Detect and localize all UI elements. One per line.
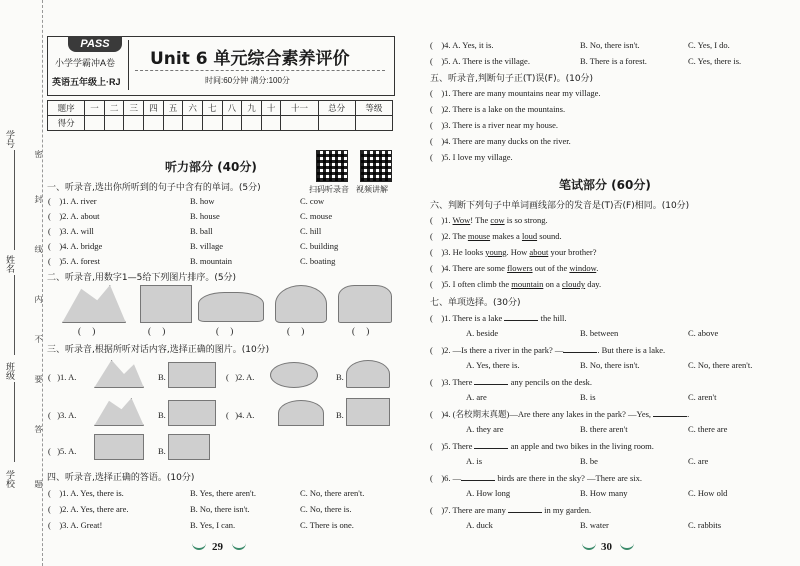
q6-text: your brother? bbox=[548, 247, 597, 257]
score-cell: 题序 bbox=[48, 101, 85, 116]
q7-question[interactable]: ( )4. (名校期末真题)—Are there any lakes in the park? —Yes, . bbox=[430, 409, 690, 419]
q3-item: ( )3. A. bbox=[48, 410, 77, 420]
q1-row: ( )4. A. bridge bbox=[48, 241, 103, 251]
q3-option-b[interactable]: B. bbox=[336, 372, 344, 382]
q6-underlined-word: cow bbox=[490, 215, 505, 225]
q4-row: ( )3. A. Great! bbox=[48, 520, 103, 530]
q6-underlined-word: mouse bbox=[467, 231, 491, 241]
gutter-line bbox=[14, 382, 15, 462]
q4-row: ( )1. A. Yes, there is. bbox=[48, 488, 124, 498]
binding-gutter bbox=[0, 0, 43, 566]
picture-bridge bbox=[278, 400, 324, 426]
q7-option-a[interactable]: A. they are bbox=[466, 424, 504, 434]
q4-option-c[interactable]: C. Yes, there is. bbox=[688, 56, 742, 66]
q3-item: ( )4. A. bbox=[226, 410, 255, 420]
answer-blank[interactable] bbox=[563, 344, 597, 353]
q3-item: ( )1. A. bbox=[48, 372, 77, 382]
q4-row: ( )4. A. Yes, it is. bbox=[430, 40, 494, 50]
score-cell: 十一 bbox=[281, 101, 318, 116]
score-input-cell[interactable] bbox=[318, 116, 355, 131]
q6-heading: 六、判断下列句子中单词画线部分的发音是(T)否(F)相同。(10分) bbox=[430, 201, 690, 211]
score-table bbox=[47, 100, 393, 131]
q1-option-b[interactable]: B. mountain bbox=[190, 256, 233, 266]
page-number-right: 30 bbox=[601, 541, 612, 553]
picture-mountains bbox=[94, 398, 144, 426]
q4-row: ( )2. A. Yes, there are. bbox=[48, 504, 129, 514]
gutter-seal-char: 内 bbox=[34, 295, 43, 303]
picture-river-fish bbox=[168, 362, 216, 388]
q3-option-a[interactable]: )3. A. bbox=[57, 410, 77, 420]
q5-row[interactable]: ( )5. I love my village. bbox=[430, 152, 513, 162]
score-cell: 七 bbox=[202, 101, 222, 116]
q5-statement: )5. I love my village. bbox=[441, 152, 513, 162]
gutter-seal-char: 答 bbox=[34, 425, 43, 433]
q4-option-a[interactable]: )5. A. There is the village. bbox=[441, 56, 530, 66]
score-cell: 总分 bbox=[318, 101, 355, 116]
q7-option-c[interactable]: C. there are bbox=[688, 424, 728, 434]
q6-text: ! The bbox=[470, 215, 491, 225]
grade-label: 英语五年级上·RJ bbox=[52, 77, 121, 87]
q5-statement: )1. There are many mountains near my village. bbox=[441, 88, 601, 98]
q3-option-a[interactable]: )5. A. bbox=[57, 446, 77, 456]
score-input-cell[interactable] bbox=[104, 116, 124, 131]
q4-option-b[interactable]: B. No, there isn't. bbox=[190, 504, 250, 514]
gutter-seal-char: 封 bbox=[34, 195, 43, 203]
gutter-label-id: 学号 bbox=[5, 130, 15, 148]
q6-row[interactable]: ( )5. I often climb the mountain on a cloudy day. bbox=[430, 279, 602, 289]
q6-row[interactable]: ( )1. Wow! The cow is so strong. bbox=[430, 215, 548, 225]
q6-underlined-word: young bbox=[485, 247, 507, 257]
q1-option-a[interactable]: )3. A. will bbox=[59, 226, 94, 236]
q4-option-b[interactable]: B. There is a forest. bbox=[580, 56, 647, 66]
q3-option-a[interactable]: )4. A. bbox=[235, 410, 255, 420]
page-number-left: 29 bbox=[212, 541, 223, 553]
q6-text: out of the bbox=[532, 263, 570, 273]
gutter-seal-char: 密 bbox=[34, 150, 43, 158]
score-cell: 一 bbox=[85, 101, 105, 116]
qr-code-video[interactable] bbox=[360, 150, 392, 182]
q4-option-a[interactable]: )1. A. Yes, there is. bbox=[59, 488, 124, 498]
q5-statement: )3. There is a river near my house. bbox=[441, 120, 559, 130]
picture-building bbox=[346, 398, 390, 426]
q6-underlined-word: mountain bbox=[511, 279, 544, 289]
q6-text: day. bbox=[585, 279, 602, 289]
answer-blank[interactable] bbox=[461, 472, 495, 481]
q1-option-b[interactable]: B. ball bbox=[190, 226, 213, 236]
q1-row: ( )2. A. about bbox=[48, 211, 100, 221]
q4-option-a[interactable]: )3. A. Great! bbox=[59, 520, 103, 530]
q7-option-a[interactable]: A. is bbox=[466, 456, 483, 466]
q3-heading: 三、听录音,根据所听对话内容,选择正确的图片。(10分) bbox=[47, 345, 270, 355]
q7-option-b[interactable]: B. is bbox=[580, 392, 596, 402]
q6-underlined-word: Wow bbox=[452, 215, 471, 225]
q6-text: )3. He looks bbox=[441, 247, 486, 257]
writing-section-title: 笔试部分 (60分) bbox=[559, 178, 651, 192]
gutter-seal-char: 要 bbox=[34, 375, 43, 383]
picture-mountains bbox=[62, 285, 126, 323]
q7-option-a[interactable]: A. duck bbox=[466, 520, 493, 530]
q3-option-b[interactable]: B. bbox=[158, 410, 166, 420]
q7-option-a[interactable]: A. beside bbox=[466, 328, 499, 338]
q6-text: . How bbox=[506, 247, 530, 257]
q6-underlined-word: flowers bbox=[507, 263, 533, 273]
q7-question[interactable]: ( )1. There is a lake the hill. bbox=[430, 313, 567, 323]
score-cell: 二 bbox=[104, 101, 124, 116]
answer-blank[interactable]: ( ) bbox=[78, 326, 96, 336]
q7-text: in my garden. bbox=[541, 505, 592, 515]
q7-text: . bbox=[687, 409, 690, 419]
palm-deco-icon bbox=[582, 538, 596, 550]
gutter-seal-char: 线 bbox=[34, 245, 43, 253]
q1-option-c[interactable]: C. building bbox=[300, 241, 339, 251]
q6-row[interactable]: ( )4. There are some flowers out of the window. bbox=[430, 263, 599, 273]
q4-option-a[interactable]: )2. A. Yes, there are. bbox=[59, 504, 129, 514]
q6-underlined-word: cloudy bbox=[561, 279, 586, 289]
q3-option-a[interactable]: )1. A. bbox=[57, 372, 77, 382]
q6-text: sound. bbox=[537, 231, 562, 241]
q5-row[interactable]: ( )3. There is a river near my house. bbox=[430, 120, 559, 130]
qr-caption-audio: 扫码听录音 bbox=[309, 185, 349, 194]
q7-option-b[interactable]: B. there aren't bbox=[580, 424, 628, 434]
palm-deco-icon bbox=[232, 538, 246, 550]
q7-option-a[interactable]: A. are bbox=[466, 392, 487, 402]
q7-option-b[interactable]: B. How many bbox=[580, 488, 628, 498]
q6-underlined-word: window bbox=[569, 263, 597, 273]
answer-blank[interactable] bbox=[474, 376, 508, 385]
series-name: 小学学霸冲A卷 bbox=[55, 58, 116, 68]
picture-hills bbox=[94, 360, 144, 388]
q4-row: ( )5. A. There is the village. bbox=[430, 56, 530, 66]
q7-question[interactable]: ( )2. —Is there a river in the park? — . But there is a lake. bbox=[430, 345, 666, 355]
picture-buildings bbox=[140, 285, 192, 323]
qr-caption-video: 视频讲解 bbox=[356, 185, 388, 194]
score-cell: 五 bbox=[163, 101, 183, 116]
q6-text: makes a bbox=[490, 231, 522, 241]
q7-question[interactable]: ( )5. There an apple and two bikes in the living room. bbox=[430, 441, 654, 451]
q1-option-a[interactable]: )4. A. bridge bbox=[59, 241, 103, 251]
gutter-label-name: 姓名 bbox=[5, 255, 15, 273]
q7-option-b[interactable]: B. water bbox=[580, 520, 609, 530]
q7-text: )6. — bbox=[441, 473, 462, 483]
score-cell: 四 bbox=[144, 101, 164, 116]
score-cell: 九 bbox=[242, 101, 262, 116]
q1-option-a[interactable]: )2. A. about bbox=[59, 211, 100, 221]
picture-tree-house bbox=[275, 285, 327, 323]
q7-heading: 七、单项选择。(30分) bbox=[430, 298, 521, 308]
q6-text: )1. bbox=[441, 215, 453, 225]
q1-option-a[interactable]: )5. A. forest bbox=[59, 256, 100, 266]
score-input-cell[interactable] bbox=[124, 116, 144, 131]
q7-option-c[interactable]: C. are bbox=[688, 456, 709, 466]
q7-option-c[interactable]: C. above bbox=[688, 328, 719, 338]
score-input-cell[interactable] bbox=[281, 116, 318, 131]
score-cell: 十 bbox=[261, 101, 281, 116]
picture-desk bbox=[94, 434, 144, 460]
q7-option-c[interactable]: C. No, there aren't. bbox=[688, 360, 753, 370]
score-input-cell[interactable] bbox=[261, 116, 281, 131]
q1-option-c[interactable]: C. cow bbox=[300, 196, 325, 206]
q5-statement: )2. There is a lake on the mountains. bbox=[441, 104, 566, 114]
time-info: 时间:60分钟 满分:100分 bbox=[205, 76, 290, 85]
q6-underlined-word: about bbox=[529, 247, 549, 257]
q1-row: ( )3. A. will bbox=[48, 226, 94, 236]
q7-text: any pencils on the desk. bbox=[508, 377, 593, 387]
q7-text: )3. There bbox=[441, 377, 475, 387]
q3-item: ( )2. A. bbox=[226, 372, 255, 382]
q1-option-c[interactable]: C. mouse bbox=[300, 211, 333, 221]
q6-row[interactable]: ( )2. The mouse makes a loud sound. bbox=[430, 231, 562, 241]
q1-heading: 一、听录音,选出你所听到的句子中含有的单词。(5分) bbox=[47, 183, 261, 193]
q1-option-b[interactable]: B. how bbox=[190, 196, 215, 206]
q7-text: birds are there in the sky? —There are six. bbox=[495, 473, 642, 483]
answer-blank[interactable]: ( ) bbox=[216, 326, 234, 336]
answer-blank[interactable] bbox=[474, 440, 508, 449]
q7-option-c[interactable]: C. rabbits bbox=[688, 520, 722, 530]
score-cell: 六 bbox=[183, 101, 203, 116]
q1-row: ( )5. A. forest bbox=[48, 256, 100, 266]
picture-table bbox=[168, 434, 210, 460]
score-cell: 八 bbox=[222, 101, 242, 116]
q4-option-b[interactable]: B. Yes, I can. bbox=[190, 520, 236, 530]
q6-text: )5. I often climb the bbox=[441, 279, 512, 289]
q4-heading: 四、听录音,选择正确的答语。(10分) bbox=[47, 473, 195, 483]
header-divider bbox=[128, 40, 129, 90]
score-input-cell[interactable] bbox=[242, 116, 262, 131]
q4-option-c[interactable]: C. Yes, I do. bbox=[688, 40, 730, 50]
score-table-header-row bbox=[48, 101, 393, 116]
q7-text: an apple and two bikes in the living room. bbox=[508, 441, 654, 451]
q5-statement: )4. There are many ducks on the river. bbox=[441, 136, 571, 146]
q4-option-c[interactable]: C. There is one. bbox=[300, 520, 354, 530]
q7-option-c[interactable]: C. How old bbox=[688, 488, 728, 498]
answer-blank[interactable]: ( ) bbox=[352, 326, 370, 336]
palm-deco-icon bbox=[620, 538, 634, 550]
listening-section-title: 听力部分 (40分) bbox=[165, 160, 257, 174]
q1-option-b[interactable]: B. village bbox=[190, 241, 224, 251]
score-input-cell[interactable] bbox=[144, 116, 164, 131]
score-row-label: 得分 bbox=[48, 116, 85, 131]
q7-text: )2. —Is there a river in the park? — bbox=[441, 345, 564, 355]
q2-heading: 二、听录音,用数字1—5给下列图片排序。(5分) bbox=[47, 273, 237, 283]
q7-option-a[interactable]: A. Yes, there is. bbox=[466, 360, 520, 370]
pass-badge: PASS bbox=[68, 36, 122, 52]
score-cell: 三 bbox=[124, 101, 144, 116]
q3-option-a[interactable]: )2. A. bbox=[235, 372, 255, 382]
q4-option-c[interactable]: C. No, there is. bbox=[300, 504, 352, 514]
score-input-cell[interactable] bbox=[85, 116, 105, 131]
q1-option-a[interactable]: )1. A. river bbox=[59, 196, 97, 206]
q7-question[interactable]: ( )6. — birds are there in the sky? —There are six. bbox=[430, 473, 642, 483]
q1-option-b[interactable]: B. house bbox=[190, 211, 220, 221]
q7-option-b[interactable]: B. be bbox=[580, 456, 598, 466]
picture-tree bbox=[346, 360, 390, 388]
q3-option-b[interactable]: B. bbox=[336, 410, 344, 420]
picture-boat bbox=[270, 362, 318, 388]
q4-option-c[interactable]: C. No, there aren't. bbox=[300, 488, 365, 498]
gutter-line bbox=[14, 275, 15, 355]
q7-text: )7. There are many bbox=[441, 505, 508, 515]
q7-option-c[interactable]: C. aren't bbox=[688, 392, 717, 402]
q5-row[interactable]: ( )2. There is a lake on the mountains. bbox=[430, 104, 566, 114]
score-input-cell[interactable] bbox=[163, 116, 183, 131]
q7-text: . But there is a lake. bbox=[597, 345, 666, 355]
answer-blank[interactable]: ( ) bbox=[148, 326, 166, 336]
gutter-seal-char: 不 bbox=[34, 335, 43, 343]
q5-row[interactable]: ( )1. There are many mountains near my village. bbox=[430, 88, 601, 98]
q1-row: ( )1. A. river bbox=[48, 196, 97, 206]
answer-blank[interactable]: ( ) bbox=[287, 326, 305, 336]
score-cell: 等级 bbox=[355, 101, 392, 116]
score-input-cell[interactable] bbox=[183, 116, 203, 131]
right-page bbox=[404, 0, 800, 566]
page-title: Unit 6 单元综合素养评价 bbox=[150, 49, 350, 69]
q6-underlined-word: loud bbox=[521, 231, 538, 241]
q7-option-a[interactable]: A. How long bbox=[466, 488, 511, 498]
q7-text: the hill. bbox=[538, 313, 567, 323]
q7-text: )4. (名校期末真题)—Are there any lakes in the park? —Yes, bbox=[441, 409, 654, 419]
q6-text: )2. The bbox=[441, 231, 468, 241]
q7-question[interactable]: ( )7. There are many in my garden. bbox=[430, 505, 592, 515]
q4-option-b[interactable]: B. No, there isn't. bbox=[580, 40, 640, 50]
q6-row[interactable]: ( )3. He looks young. How about your brother? bbox=[430, 247, 597, 257]
gutter-line bbox=[14, 150, 15, 250]
gutter-label-school: 学校 bbox=[5, 470, 15, 488]
q7-option-b[interactable]: B. between bbox=[580, 328, 619, 338]
header-dash-line bbox=[135, 70, 385, 71]
q6-text: )4. There are some bbox=[441, 263, 508, 273]
gutter-seal-char: 题 bbox=[34, 480, 43, 488]
q1-option-c[interactable]: C. hill bbox=[300, 226, 322, 236]
score-input-cell[interactable] bbox=[202, 116, 222, 131]
q4-option-b[interactable]: B. Yes, there aren't. bbox=[190, 488, 256, 498]
score-input-cell[interactable] bbox=[355, 116, 392, 131]
q5-row[interactable]: ( )4. There are many ducks on the river. bbox=[430, 136, 571, 146]
q7-text: )1. There is a lake bbox=[441, 313, 505, 323]
palm-deco-icon bbox=[192, 538, 206, 550]
q6-text: is so strong. bbox=[504, 215, 548, 225]
score-table-score-row bbox=[48, 116, 393, 131]
q3-option-b[interactable]: B. bbox=[158, 446, 166, 456]
answer-blank[interactable] bbox=[653, 408, 690, 419]
q6-text: . bbox=[596, 263, 599, 273]
gutter-label-class: 班级 bbox=[5, 362, 15, 380]
q1-option-c[interactable]: C. boating bbox=[300, 256, 336, 266]
answer-blank[interactable] bbox=[504, 312, 538, 321]
q4-option-a[interactable]: )4. A. Yes, it is. bbox=[441, 40, 494, 50]
q3-item: ( )5. A. bbox=[48, 446, 77, 456]
q6-text: on a bbox=[543, 279, 562, 289]
q7-option-b[interactable]: B. No, there isn't. bbox=[580, 360, 640, 370]
q5-heading: 五、听录音,判断句子正(T)误(F)。(10分) bbox=[430, 74, 594, 84]
score-input-cell[interactable] bbox=[222, 116, 242, 131]
q7-question[interactable]: ( )3. There any pencils on the desk. bbox=[430, 377, 593, 387]
picture-forest bbox=[338, 285, 392, 323]
qr-code-audio[interactable] bbox=[316, 150, 348, 182]
picture-bridge bbox=[198, 292, 264, 322]
q3-option-b[interactable]: B. bbox=[158, 372, 166, 382]
answer-blank[interactable] bbox=[508, 504, 542, 513]
picture-flowers bbox=[168, 400, 216, 426]
q7-text: )5. There bbox=[441, 441, 475, 451]
